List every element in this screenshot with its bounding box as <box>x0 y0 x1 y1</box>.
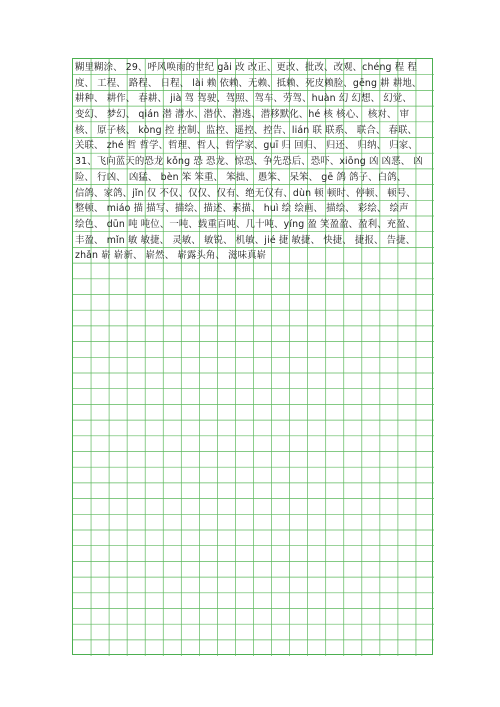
text-line: 核、 原子核、 kòng 控 控制、监控、遥控、控告、lián 联 联系、 联合、 春联、 <box>75 124 418 136</box>
text-line: zhǎn 崭 崭新、 崭然、 崭露头角、 滋味真崭 <box>75 250 267 262</box>
text-line: 绘色、 dūn 吨 吨位、一吨、载重百吨、几十吨、yíng 盈 笑盈盈、盈利、充盈、 <box>75 218 416 230</box>
text-line: 变幻、 梦幻、 qián 潜 潜水、潜伏、潜逃、潜移默化、hé 核 核心、 核对、 审 <box>75 109 410 121</box>
vocabulary-text <box>73 59 434 262</box>
writing-grid-sheet <box>72 58 433 655</box>
text-line: 险、 行凶、 凶猛、 bèn 笨 笨重、 笨拙、 愚笨、 呆笨、 gē 鸽 鸽子、白鸽、 <box>75 171 407 183</box>
text-line: 整顿、 miáo 描 描写、描绘、描述、素描、 huì 绘 绘画、 描绘、 彩绘、 绘声 <box>75 203 409 215</box>
text-line: 关联、 zhé 哲 哲学、哲理、哲人、哲学家、guī 归 回归、 归还、 归纳、 归家、 <box>75 140 418 152</box>
text-line: 糊里糊涂、 29、呼风唤雨的世纪 gǎi 改 改正、更改、批改、改观、chéng 程 程 <box>75 62 417 73</box>
text-line: 耕种、 耕作、 春耕、 jià 驾 驾驶、驾照、驾车、劳驾、huàn 幻 幻想、 幻觉、 <box>75 93 412 105</box>
text-line: 度、 工程、 路程、 日程、 lài 赖 依赖、无赖、抵赖、死皮赖脸、gēng 耕 耕地、 <box>75 77 422 89</box>
text-line: 信鸽、家鸽、jǐn 仅 不仅、仅仅、仅有、绝无仅有、dùn 顿 顿时、停顿、 顿号、 <box>75 187 416 199</box>
text-line: 31、飞向蓝天的恐龙 kǒng 恐 恐龙、惊恐、争先恐后、恐吓、xiōng 凶 凶恶、 凶 <box>75 156 423 168</box>
text-line: 丰盈、 mǐn 敏 敏捷、 灵敏、 敏锐、 机敏、jié 捷 敏捷、 快捷、 捷报、 告捷、 <box>75 234 416 246</box>
